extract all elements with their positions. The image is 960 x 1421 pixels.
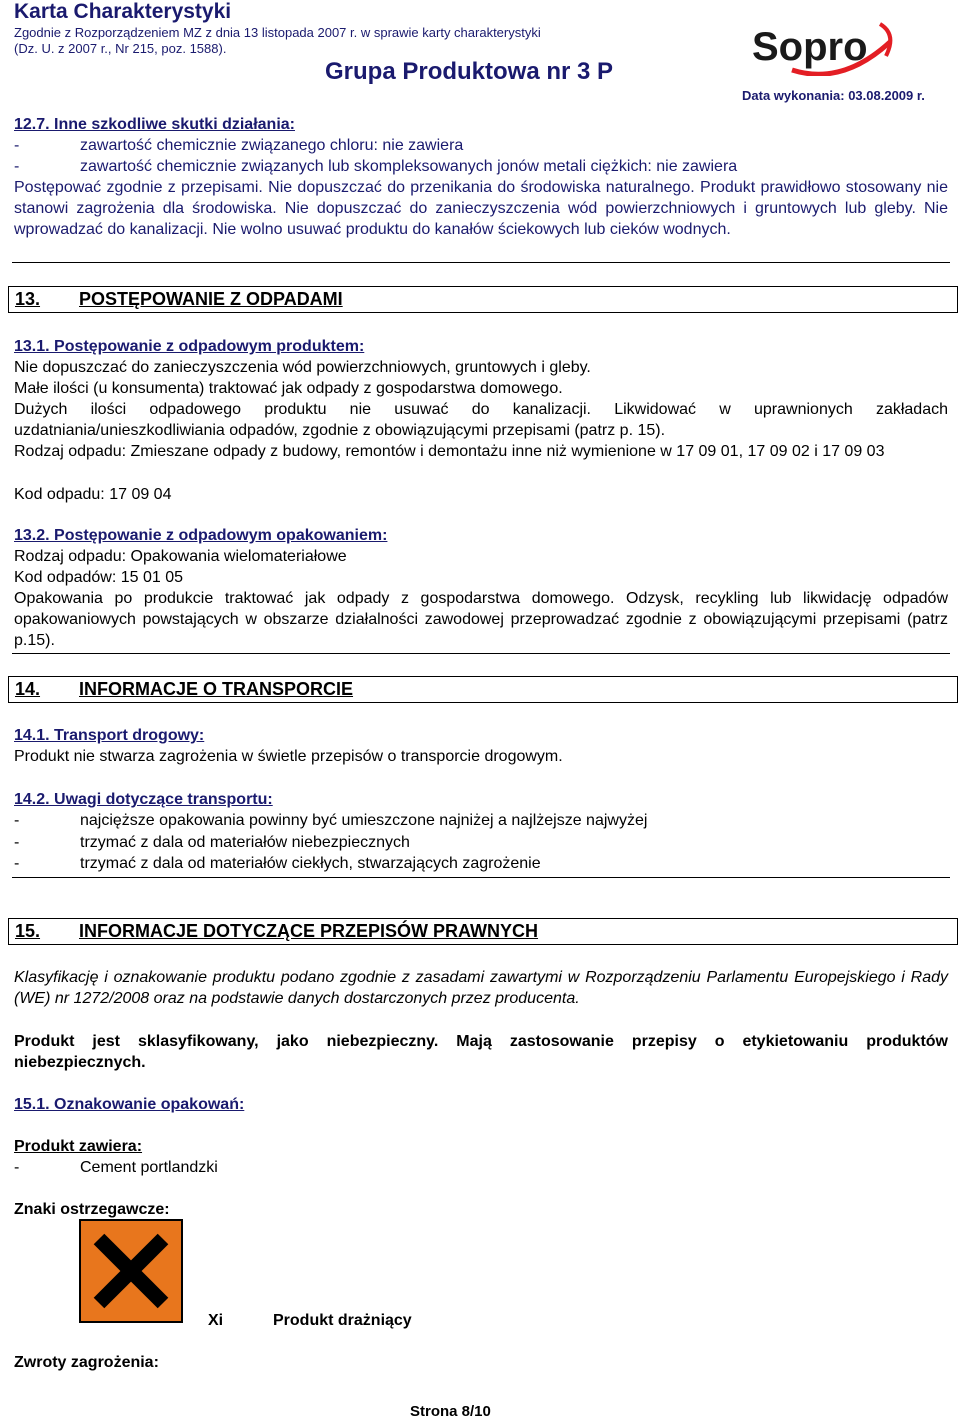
section-number: 14. (15, 679, 41, 699)
dash: - (14, 1159, 20, 1176)
section-14-header (8, 676, 958, 703)
list-item: zawartość chemicznie związanego chloru: nie zawiera (80, 137, 464, 154)
packaging-waste-code: Kod odpadów: 15 01 05 (14, 569, 184, 586)
packaging-waste-type: Rodzaj odpadu: Opakowania wielomateriałowe (14, 548, 347, 565)
waste-code: Kod odpadu: 17 09 04 (14, 486, 172, 503)
regulation-reference: (Dz. U. z 2007 r., Nr 215, poz. 1588). (14, 41, 227, 56)
product-group: Grupa Produktowa nr 3 P (325, 58, 614, 85)
section-number: 13. (15, 289, 41, 309)
document-title: Karta Charakterystyki (14, 0, 232, 23)
section-title: INFORMACJE DOTYCZĄCE PRZEPISÓW PRAWNYCH (79, 921, 539, 941)
symbol-code: Xi (208, 1312, 224, 1329)
contains-heading: Produkt zawiera: (14, 1138, 143, 1155)
regulation-line: Zgodnie z Rozporządzeniem MZ z dnia 13 listopada 2007 r. w sprawie karty charakterystyki (14, 25, 541, 40)
divider (12, 262, 950, 263)
section-14-2-heading: 14.2. Uwagi dotyczące transportu: (14, 791, 273, 808)
list-item: trzymać z dala od materiałów niebezpiecznych (80, 834, 410, 851)
list-item: zawartość chemicznie związanych lub skompleksowanych jonów metali ciężkich: nie zawiera (80, 158, 738, 175)
paragraph: Nie dopuszczać do zanieczyszczenia wód powierzchniowych, gruntowych i gleby. (14, 359, 591, 376)
paragraph: Dużych ilości odpadowego produktu nie usuwać do kanalizacji. Likwidować w uprawnionych zakładach uzdatniania/unieszkodliwiania odpadów, zgodnie z obowiązującymi przepisami (patrz p. 15). (14, 401, 948, 439)
section-title: POSTĘPOWANIE Z ODPADAMI (79, 289, 343, 309)
list-item: najcięższe opakowania powinny być umieszczone najniżej a najlżejsze najwyżej (80, 812, 648, 829)
dash: - (14, 855, 20, 872)
divider (12, 653, 950, 654)
issue-date: Data wykonania: 03.08.2009 r. (742, 88, 925, 103)
section-13-1-heading: 13.1. Postępowanie z odpadowym produktem: (14, 338, 365, 355)
section-15-1-heading: 15.1. Oznakowanie opakowań: (14, 1096, 245, 1113)
sopro-logo (752, 20, 894, 76)
paragraph: Produkt nie stwarza zagrożenia w świetle przepisów o transporcie drogowym. (14, 748, 563, 765)
svg-text:Sopro: Sopro (752, 25, 868, 69)
environment-paragraph: Postępować zgodnie z przepisami. Nie dopuszczać do przenikania do środowiska naturalnego. Produkt prawidłowo stosowany nie stanowi zagrożenia dla środowiska. Nie dopuszczać do zanieczyszczenia wód powierzchniowych i gruntowych lub gleby. Nie wprowadzać do kanalizacji. Nie wolno usuwać produktu do kanałów ściekowych lub cieków wodnych. (14, 179, 948, 238)
section-number: 15. (15, 921, 41, 941)
divider (12, 877, 950, 878)
dash: - (14, 158, 20, 175)
classification-note: Klasyfikację i oznakowanie produktu podano zgodnie z zasadami zawartymi w Rozporządzeniu Parlamentu Europejskiego i Rady (WE) nr 1272/2008 oraz na podstawie danych dostarczonych przez producenta. (14, 969, 948, 1007)
section-15-header (8, 918, 958, 945)
paragraph: Opakowania po produkcie traktować jak odpady z gospodarstwa domowego. Odzysk, recykling lub likwidację odpadów opakowaniowych powstających w obszarze działalności zawodowej przeprowadzać zgodnie z obowiązującymi przepisami (patrz p.15). (14, 590, 948, 649)
dash: - (14, 137, 20, 154)
hazard-phrases-heading: Zwroty zagrożenia: (14, 1354, 159, 1371)
page-number: Strona 8/10 (410, 1403, 491, 1420)
section-title: INFORMACJE O TRANSPORCIE (79, 679, 354, 699)
waste-type: Rodzaj odpadu: Zmieszane odpady z budowy, remontów i demontażu inne niż wymienione w 17 09 01, 17 09 02 i 17 09 03 (14, 443, 885, 460)
dash: - (14, 812, 20, 829)
hazard-statement: Produkt jest sklasyfikowany, jako niebezpieczny. Mają zastosowanie przepisy o etykietowaniu produktów niebezpiecznych. (14, 1033, 948, 1071)
list-item: trzymać z dala od materiałów ciekłych, stwarzających zagrożenie (80, 855, 541, 872)
symbol-label: Produkt drażniący (273, 1312, 412, 1329)
dash: - (14, 834, 20, 851)
warning-signs-heading: Znaki ostrzegawcze: (14, 1201, 170, 1218)
section-12-7-heading: 12.7. Inne szkodliwe skutki działania: (14, 116, 295, 133)
irritant-hazard-symbol-icon (79, 1219, 183, 1323)
section-13-header (8, 286, 958, 313)
ingredient: Cement portlandzki (80, 1159, 218, 1176)
paragraph: Małe ilości (u konsumenta) traktować jak odpady z gospodarstwa domowego. (14, 380, 563, 397)
section-13-2-heading: 13.2. Postępowanie z odpadowym opakowaniem: (14, 527, 388, 544)
section-14-1-heading: 14.1. Transport drogowy: (14, 727, 205, 744)
